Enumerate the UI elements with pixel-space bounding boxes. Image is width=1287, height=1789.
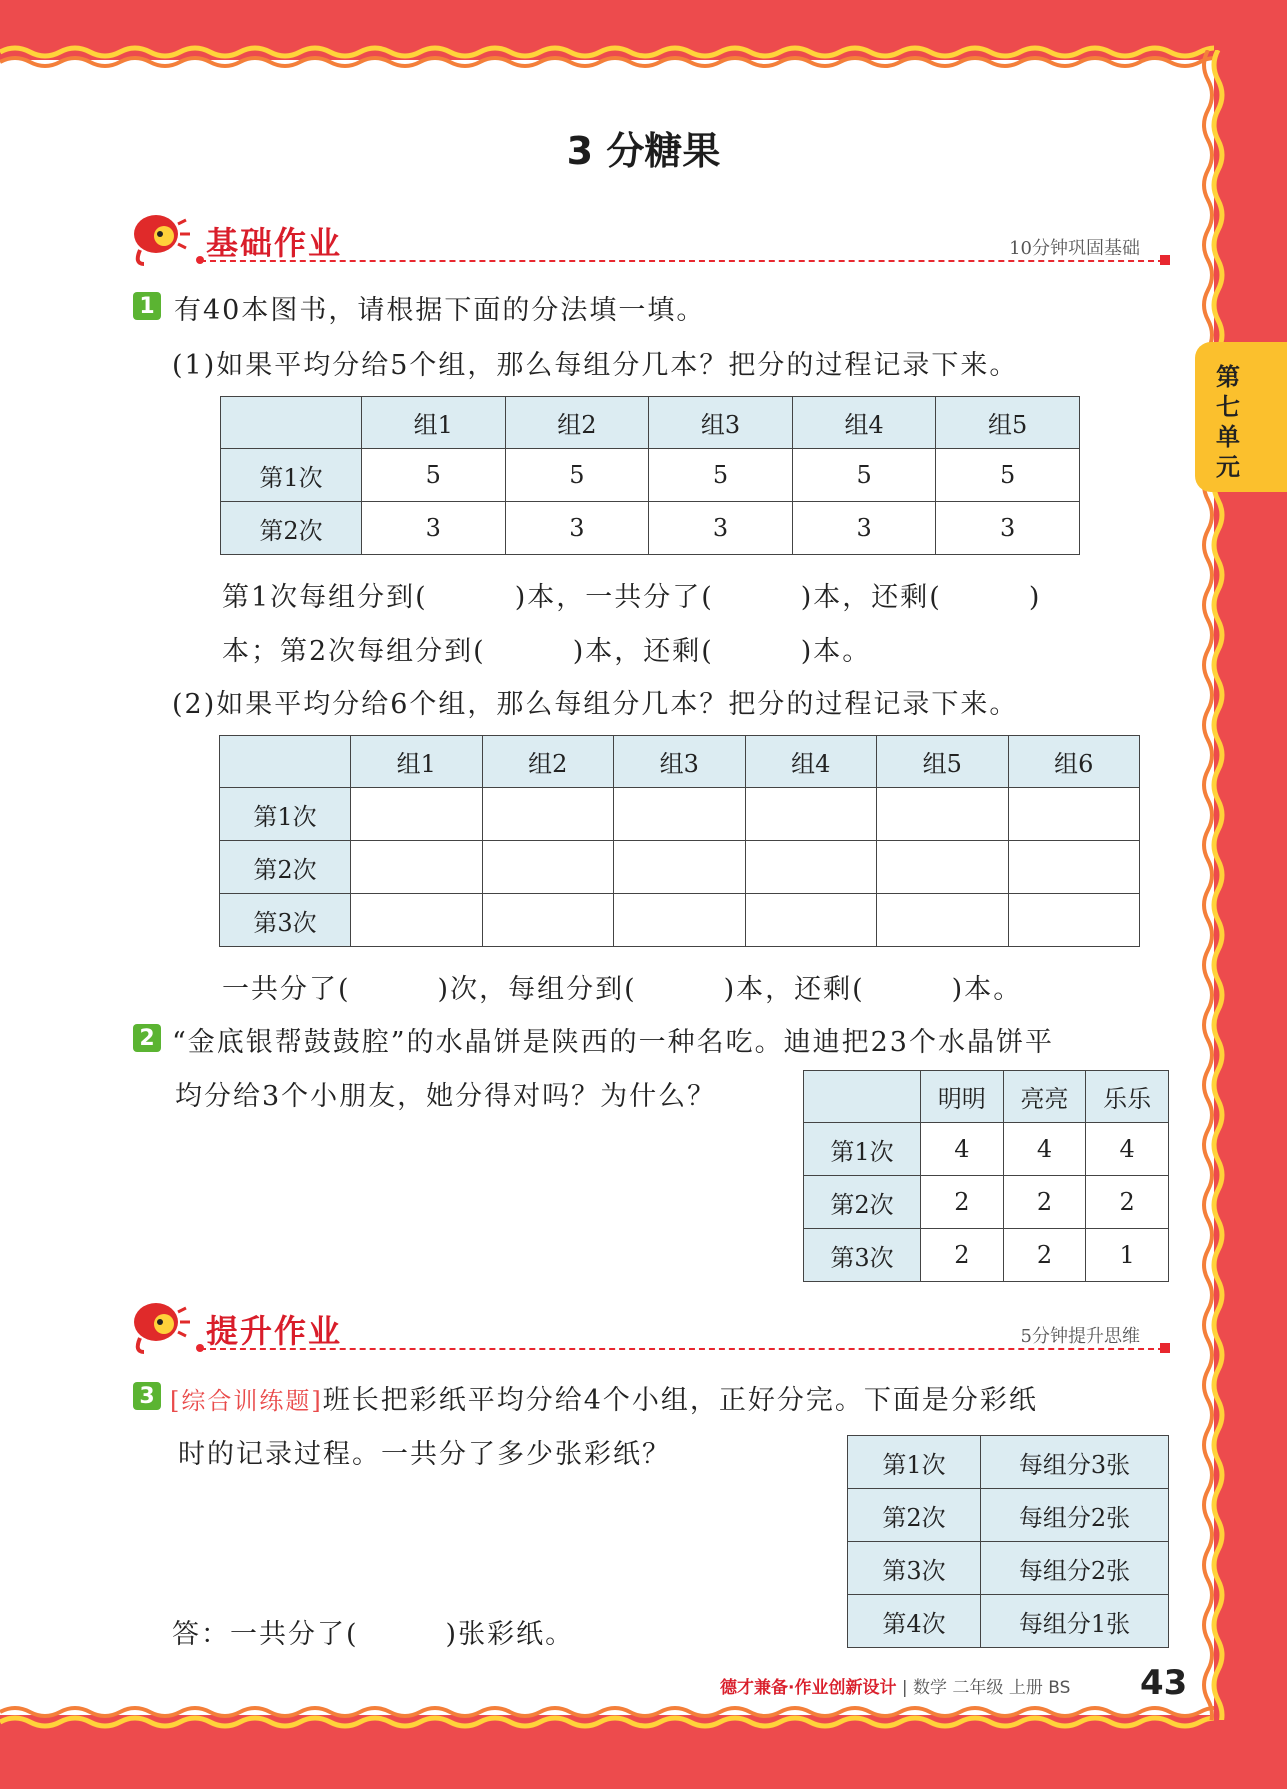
table-header-cell: 组2 [505,397,649,449]
section-header-basic [130,210,1170,280]
section-title: 提升作业 [206,1312,343,1350]
footer-info [720,1673,1070,1698]
q1-text: 有40本图书，请根据下面的分法填一填。 [174,295,706,326]
table-cell: 3 [505,502,649,555]
table-row-label: 第1次 [221,449,362,502]
table-cell-blank[interactable] [745,841,877,894]
table-cell-blank[interactable] [351,894,483,947]
right-wave-border [1200,50,1230,1720]
q3-tag: [综合训练题] [170,1387,323,1415]
fist-mascot-icon [130,1298,192,1354]
table-header-cell: 组6 [1008,736,1140,788]
table-cell: 4 [1003,1123,1086,1176]
table-cell: 2 [1086,1176,1169,1229]
q1-table1 [220,396,1080,555]
q3-table [847,1435,1169,1648]
table-cell: 5 [936,449,1080,502]
table-cell-blank[interactable] [1008,894,1140,947]
q1-table2 [219,735,1140,947]
table-header-cell: 组1 [351,736,483,788]
table-cell-blank[interactable] [877,788,1009,841]
table-cell: 每组分1张 [981,1595,1169,1648]
table-cell: 4 [921,1123,1004,1176]
table-row-label: 第3次 [848,1542,981,1595]
table-cell-blank[interactable] [482,788,614,841]
fist-mascot-icon [130,210,192,266]
table-cell: 每组分2张 [981,1489,1169,1542]
q1-fill1-b[interactable]: 本；第2次每组分到( )本，还剩( )本。 [222,636,872,667]
table-cell-blank[interactable] [1008,841,1140,894]
table-header-cell: 亮亮 [1003,1071,1086,1123]
table-row-label: 第2次 [221,502,362,555]
table-cell: 3 [649,502,793,555]
footer-brand: 德才兼备·作业创新设计 [720,1678,897,1698]
q3-text-b: 时的记录过程。一共分了多少张彩纸？ [178,1439,671,1470]
table-cell: 5 [649,449,793,502]
table-cell: 2 [921,1176,1004,1229]
q3-answer[interactable]: 答：一共分了( )张彩纸。 [172,1619,575,1650]
question-number: 3 [133,1382,161,1410]
table-cell-blank[interactable] [745,788,877,841]
table-row-label: 第1次 [848,1436,981,1489]
section-note: 5分钟提升思维 [1020,1326,1140,1347]
table-cell-blank[interactable] [351,841,483,894]
table-row-label: 第2次 [220,841,351,894]
table-cell: 2 [1003,1229,1086,1282]
table-cell: 5 [505,449,649,502]
table-cell-blank[interactable] [614,788,746,841]
section-divider [200,1348,1164,1350]
table-cell: 2 [921,1229,1004,1282]
table-header-cell: 组2 [482,736,614,788]
section-header-advanced [130,1298,1170,1368]
unit-side-tab-label: 第七单元 [1216,363,1240,481]
section-title: 基础作业 [206,224,343,262]
table-cell-blank[interactable] [482,841,614,894]
section-note: 10分钟巩固基础 [1009,238,1140,259]
page-title: 3 分糖果 [566,129,721,173]
unit-side-tab[interactable] [1195,342,1287,492]
table-cell-blank[interactable] [877,894,1009,947]
table-cell-blank[interactable] [614,894,746,947]
q2-text-b: 均分给3个小朋友，她分得对吗？为什么？ [175,1081,717,1112]
page-number: 43 [1140,1663,1188,1703]
table-row-label: 第2次 [804,1176,921,1229]
table-cell: 每组分3张 [981,1436,1169,1489]
table-row-label: 第1次 [220,788,351,841]
table-header-cell: 组4 [745,736,877,788]
table-cell-blank[interactable] [482,894,614,947]
bottom-wave-border [0,1702,1214,1732]
table-row-label: 第3次 [804,1229,921,1282]
table-header-cell [221,397,362,449]
question-number: 2 [133,1024,161,1052]
table-row-label: 第2次 [848,1489,981,1542]
q1-part2: (2)如果平均分给6个组，那么每组分几本？把分的过程记录下来。 [172,689,1019,720]
table-row-label: 第3次 [220,894,351,947]
table-header-cell: 乐乐 [1086,1071,1169,1123]
table-cell-blank[interactable] [614,841,746,894]
table-cell: 每组分2张 [981,1542,1169,1595]
table-row-label: 第1次 [804,1123,921,1176]
q2-text-a: “金底银帮鼓鼓腔”的水晶饼是陕西的一种名吃。迪迪把23个水晶饼平 [172,1027,1054,1058]
table-cell-blank[interactable] [745,894,877,947]
table-header-cell: 明明 [921,1071,1004,1123]
table-header-cell: 组4 [792,397,936,449]
table-cell-blank[interactable] [1008,788,1140,841]
table-header-cell [220,736,351,788]
table-cell: 3 [362,502,506,555]
question-number: 1 [133,292,161,320]
q1-fill1-a[interactable]: 第1次每组分到( )本，一共分了( )本，还剩( ) [222,582,1042,613]
table-cell: 2 [1003,1176,1086,1229]
q1-fill2[interactable]: 一共分了( )次，每组分到( )本，还剩( )本。 [222,974,1023,1005]
table-header-cell: 组1 [362,397,506,449]
divider-end [1160,1343,1170,1353]
table-header-cell: 组3 [614,736,746,788]
q3-line-a [170,1378,1038,1417]
table-cell: 5 [792,449,936,502]
table-cell: 3 [936,502,1080,555]
q1-part1: (1)如果平均分给5个组，那么每组分几本？把分的过程记录下来。 [172,350,1019,381]
table-header-cell: 组3 [649,397,793,449]
table-row-label: 第4次 [848,1595,981,1648]
table-header-cell: 组5 [877,736,1009,788]
footer-rest: | 数学 二年级 上册 BS [901,1678,1071,1698]
table-cell: 3 [792,502,936,555]
table-cell-blank[interactable] [351,788,483,841]
q2-table [803,1070,1169,1282]
table-header-cell [804,1071,921,1123]
table-cell-blank[interactable] [877,841,1009,894]
table-cell: 4 [1086,1123,1169,1176]
top-wave-border [0,44,1214,74]
divider-end [1160,255,1170,265]
section-divider [200,260,1164,262]
table-cell: 5 [362,449,506,502]
table-cell: 1 [1086,1229,1169,1282]
q3-text-a: 班长把彩纸平均分给4个小组，正好分完。下面是分彩纸 [322,1385,1038,1416]
table-header-cell: 组5 [936,397,1080,449]
